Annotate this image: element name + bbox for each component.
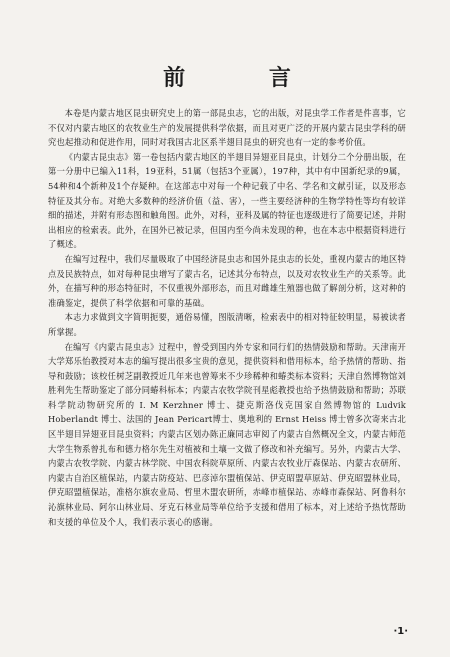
paragraph-3: 在编写过程中，我们尽量吸取了中国经济昆虫志和国外昆虫志的长处，重视内蒙古的地区特点及民族特点，如对每种昆虫增写了蒙古名，记述其分布特点，以及对农牧业生产的关系等。此外，在描写种的形态特征时，不仅重视外部形态，而且对雌雄生殖器也做了解剖分析，这对种的准确鉴定，提供了科学依据和可靠的基础。	[48, 253, 406, 308]
paragraph-2: 《内蒙古昆虫志》第一卷包括内蒙古地区的半翅目异翅亚目昆虫，计划分二个分册出版，在第一分册中已编入11科，19亚科，51属（包括3个亚属），197种，其中有中国新纪录的9属，54种和4个新种及1个存疑种。在这部志中对每一个种记载了中名、学名和文献引证，以及形态特征及其分布。对绝大多数种的经济价值（益、害），一些主要经济种的生物学特性等均有较详细的描述，并附有形态图和触角图。此外，对科，亚科及属的特征也逐级进行了简要记述，并附出相应的检索表。此外，在国外已被记录，但国内至今尚未发现的种，也在本志中根据资料进行了概述。	[48, 151, 406, 250]
paragraph-1: 本卷是内蒙古地区昆虫研究史上的第一部昆虫志，它的出版，对昆虫学工作者是件喜事，它不仅对内蒙古地区的农牧业生产的发展提供科学依据，而且对更广泛的开展内蒙古昆虫学科的研究也起推动和促进作用，同时对我国古北区系半翅目昆虫的研究也有一定的参考价值。	[48, 108, 406, 148]
page-title: 前 言	[163, 66, 329, 91]
page-number: ·1·	[393, 626, 408, 637]
document-body	[48, 106, 406, 529]
paragraph-5: 在编写《内蒙古昆虫志》过程中，曾受到国内外专家和同行们的热情鼓励和帮助。天津南开大学郑乐怡教授对本志的编写提出很多宝贵的意见，提供资料和借用标本，给予热情的帮助、指导和鼓励；该校任树芝副教授近几年来也曾筹来不少珍稀种和蝽类标本资料；天津自然博物馆刘胜利先生帮助鉴定了部分同蝽科标本；内蒙古农牧学院刊星彪教授也给予热情鼓励和帮助；苏联科学院动物研究所的 I. M Kerzhner 博士、捷克斯洛伐克国家自然博物馆的 Ludvik Hoberlandt 博士、法国的 Jean Pericart博士、奥地利的 Ernst Heiss 博士曾多次寄来古北区半翅目异翅亚目昆虫资料；内蒙古区划办陈正廉同志审阅了内蒙古自然概况全文，内蒙古师范大学生物系曾扎布和德力格尔先生对植被和土壤一文做了修改和补充编写。另外，内蒙古大学、内蒙古农牧学院、内蒙古林学院、中国农科院草原所、内蒙古农牧业厅森保站、内蒙古农研所、内蒙古自治区植保站，内蒙古防疫站、巴彦淖尔盟植保站、伊克昭盟草原站、伊克昭盟林业局，伊克昭盟植保站，准格尔旗农业局、哲里木盟农研所，赤峰市植保站、赤峰市森保站、阿鲁科尔沁旗林业局、阿尔山林业局、牙克石林业局等单位给予支援和借用了标本，对上述给予热忱帮助和支援的单位及个人，我们表示衷心的感谢。	[48, 341, 406, 527]
paragraph-4: 本志力求做到文字简明扼要，通俗易懂，图版清晰，检索表中的相对特征较明显，易被读者所掌握。	[48, 312, 406, 337]
